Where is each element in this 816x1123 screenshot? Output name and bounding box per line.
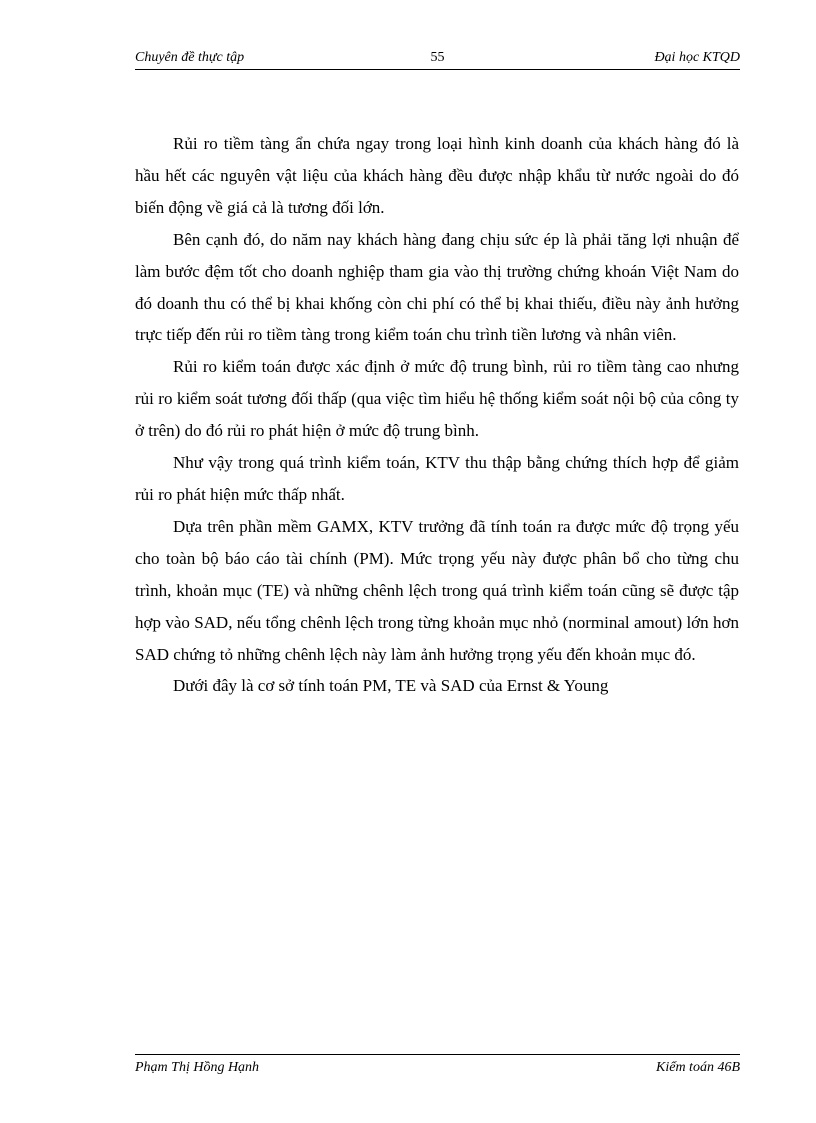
paragraph-inherent-risk: Rủi ro tiềm tàng ẩn chứa ngay trong loại hình kinh doanh của khách hàng đó là hầu hết các nguyên vật liệu của khách hàng đều được nhập khẩu từ nước ngoài do đó biến động về giá cả là tương đối lớn. [135,134,739,217]
header-university: Đại học KTQD [654,50,740,65]
footer-author: Phạm Thị Hồng Hạnh [135,1060,260,1075]
paragraph-materiality-gamx: Dựa trên phần mềm GAMX, KTV trưởng đã tính toán ra được mức độ trọng yếu cho toàn bộ báo cáo tài chính (PM). Mức trọng yếu này được phân bổ cho từng chu trình, khoản mục (TE) và những chênh lệch trong quá trình kiểm toán cũng sẽ được tập hợp vào SAD, nếu tổng chênh lệch trong từng khoản mục nhỏ (norminal amout) lớn hơn SAD chứng tỏ những chênh lệch này làm ảnh hưởng trọng yếu đến khoản mục đó. [135,516,739,664]
paragraph-audit-risk-level: Rủi ro kiểm toán được xác định ở mức độ trung bình, rủi ro tiềm tàng cao nhưng rủi ro kiểm soát tương đối thấp (qua việc tìm hiểu hệ thống kiểm soát nội bộ của công ty ở trên) do đó rủi ro phát hiện ở mức độ trung bình. [135,357,739,441]
footer-class: Kiểm toán 46B [656,1060,740,1075]
page-footer [135,1054,740,1079]
body-text [135,128,739,702]
paragraph-basis-intro: Dưới đây là cơ sở tính toán PM, TE và SAD của Ernst & Young [173,676,609,696]
page-header [135,50,740,70]
header-document-type: Chuyên đề thực tập [135,50,245,65]
page-number: 55 [430,50,445,65]
paragraph-detection-risk: Như vậy trong quá trình kiểm toán, KTV thu thập bằng chứng thích hợp để giảm rủi ro phát hiện mức thấp nhất. [135,453,739,504]
paragraph-profit-pressure: Bên cạnh đó, do năm nay khách hàng đang chịu sức ép là phải tăng lợi nhuận để làm bước đệm tốt cho doanh nghiệp tham gia vào thị trường chứng khoán Việt Nam do đó doanh thu có thể bị khai khống còn chi phí có thể bị khai thiếu, điều này ảnh hưởng trực tiếp đến rủi ro tiềm tàng trong kiểm toán chu trình tiền lương và nhân viên. [135,229,739,345]
